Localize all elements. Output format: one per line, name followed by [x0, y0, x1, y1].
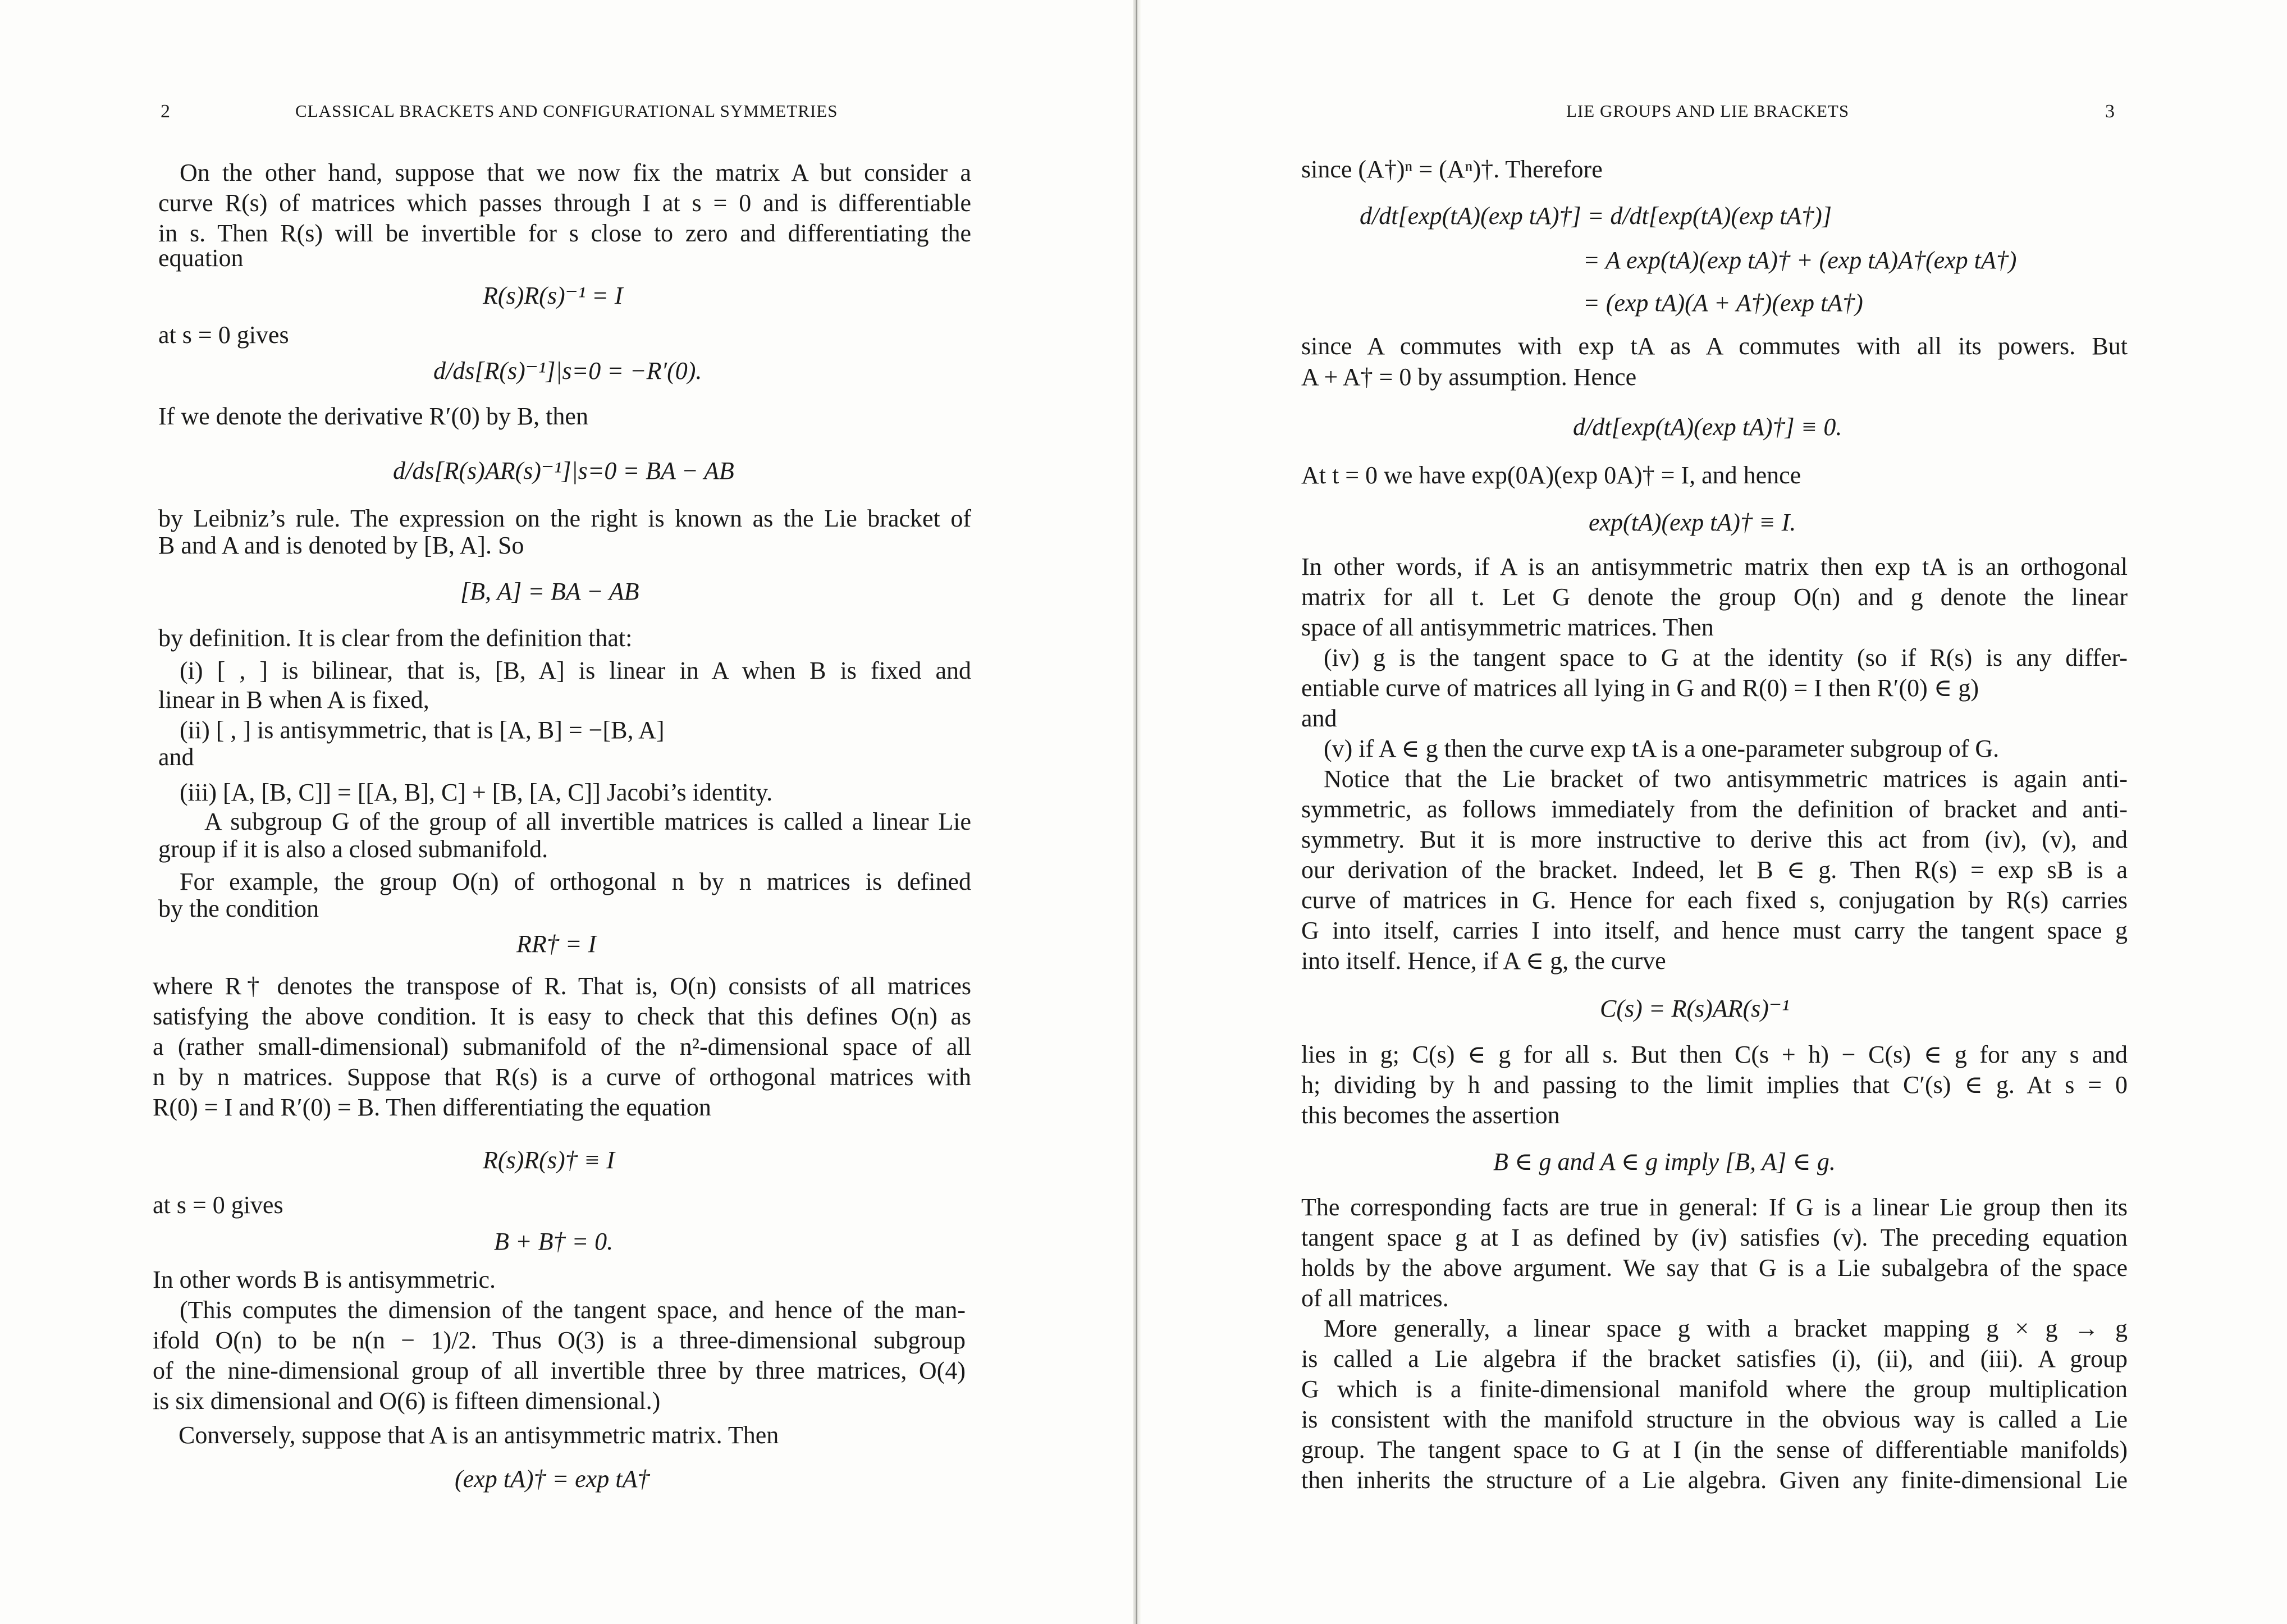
equation: d/ds[R(s)AR(s)⁻¹]|s=0 = BA − AB	[393, 457, 734, 484]
text-line: space of all antisymmetric matrices. Then	[1301, 614, 1714, 641]
text-line: is six dimensional and O(6) is fifteen dimensional.)	[153, 1387, 661, 1415]
text-line: ifold O(n) to be n(n − 1)/2. Thus O(3) is a three-dimensional subgroup	[153, 1326, 966, 1354]
text-line: tangent space g at I as defined by (iv) satisfies (v). The preceding equation	[1301, 1224, 2128, 1251]
text-line: (i) [ , ] is bilinear, that is, [B, A] is linear in A when B is fixed and	[180, 657, 971, 684]
text-line: A + A† = 0 by assumption. Hence	[1301, 363, 1637, 391]
left-running-head: CLASSICAL BRACKETS AND CONFIGURATIONAL SYMMETRIES	[295, 101, 838, 121]
equation: R(s)R(s)⁻¹ = I	[483, 282, 623, 309]
equation: exp(tA)(exp tA)† ≡ I.	[1589, 509, 1796, 536]
text-line: curve R(s) of matrices which passes through I at s = 0 and is differentiable	[158, 189, 971, 217]
text-line: symmetric, as follows immediately from the definition of bracket and anti-	[1301, 795, 2128, 823]
text-line: (iv) g is the tangent space to G at the identity (so if R(s) is any differ-	[1324, 644, 2128, 671]
equation: d/ds[R(s)⁻¹]|s=0 = −R′(0).	[433, 357, 702, 385]
text-line: More generally, a linear space g with a bracket mapping g × g → g	[1324, 1315, 2128, 1342]
text-line: satisfying the above condition. It is easy to check that this defines O(n) as	[153, 1003, 971, 1030]
text-line: On the other hand, suppose that we now fix the matrix A but consider a	[180, 159, 971, 186]
text-line: equation	[158, 244, 244, 272]
text-line: our derivation of the bracket. Indeed, let B ∈ g. Then R(s) = exp sB is a	[1301, 856, 2128, 884]
text-line: B and A and is denoted by [B, A]. So	[158, 532, 524, 559]
equation: [B, A] = BA − AB	[460, 578, 639, 605]
text-line: and	[158, 743, 194, 771]
text-line: curve of matrices in G. Hence for each fixed s, conjugation by R(s) carries	[1301, 886, 2128, 914]
text-line: symmetry. But it is more instructive to derive this act from (iv), (v), and	[1301, 826, 2128, 853]
equation: B ∈ g and A ∈ g imply [B, A] ∈ g.	[1493, 1148, 1836, 1175]
equation: d/dt[exp(tA)(exp tA)†] ≡ 0.	[1573, 413, 1842, 441]
text-line: since A commutes with exp tA as A commutes with all its powers. But	[1301, 332, 2128, 360]
equation: = (exp tA)(A + A†)(exp tA†)	[1583, 289, 1863, 317]
text-line: of the nine-dimensional group of all invertible three by three matrices, O(4)	[153, 1357, 966, 1384]
text-line: G into itself, carries I into itself, and hence must carry the tangent space g	[1301, 917, 2128, 944]
text-line: a (rather small-dimensional) submanifold of the n²-dimensional space of all	[153, 1033, 971, 1060]
text-line: at s = 0 gives	[158, 321, 289, 349]
text-line: by definition. It is clear from the definition that:	[158, 624, 633, 652]
left-page-number: 2	[161, 101, 171, 122]
right-running-head: LIE GROUPS AND LIE BRACKETS	[1566, 101, 1850, 121]
equation: = A exp(tA)(exp tA)† + (exp tA)A†(exp tA†)	[1583, 246, 2017, 274]
text-line: Notice that the Lie bracket of two antisymmetric matrices is again anti-	[1324, 765, 2128, 793]
text-line: In other words, if A is an antisymmetric matrix then exp tA is an orthogonal	[1301, 553, 2128, 580]
right-page	[1140, 0, 2287, 1624]
equation: C(s) = R(s)AR(s)⁻¹	[1600, 995, 1790, 1022]
text-line: since (A†)ⁿ = (Aⁿ)†. Therefore	[1301, 155, 1603, 183]
text-line: R(0) = I and R′(0) = B. Then differentiating the equation	[153, 1094, 711, 1121]
text-line: and	[1301, 705, 1337, 732]
text-line: (iii) [A, [B, C]] = [[A, B], C] + [B, [A, C]] Jacobi’s identity.	[180, 779, 773, 806]
text-line: group if it is also a closed submanifold.	[158, 835, 548, 863]
text-line: of all matrices.	[1301, 1284, 1449, 1312]
text-line: lies in g; C(s) ∈ g for all s. But then C(s + h) − C(s) ∈ g for any s and	[1301, 1041, 2128, 1068]
text-line: by Leibniz’s rule. The expression on the right is known as the Lie bracket of	[158, 505, 971, 532]
equation: (exp tA)† = exp tA†	[455, 1465, 650, 1493]
equation: d/dt[exp(tA)(exp tA)†] = d/dt[exp(tA)(exp tA†)]	[1360, 202, 1832, 230]
text-line: G which is a finite-dimensional manifold where the group multiplication	[1301, 1375, 2128, 1403]
text-line: by the condition	[158, 895, 319, 922]
text-line: then inherits the structure of a Lie algebra. Given any finite-dimensional Lie	[1301, 1466, 2128, 1494]
text-line: A subgroup G of the group of all invertible matrices is called a linear Lie	[204, 808, 971, 835]
text-line: In other words B is antisymmetric.	[153, 1266, 496, 1293]
text-line: is called a Lie algebra if the bracket satisfies (i), (ii), and (iii). A group	[1301, 1345, 2128, 1373]
text-line: matrix for all t. Let G denote the group O(n) and g denote the linear	[1301, 583, 2128, 611]
text-line: If we denote the derivative R′(0) by B, then	[158, 402, 588, 430]
text-line: where R† denotes the transpose of R. That is, O(n) consists of all matrices	[153, 972, 971, 1000]
text-line: (ii) [ , ] is antisymmetric, that is [A, B] = −[B, A]	[180, 716, 665, 744]
text-line: entiable curve of matrices all lying in G and R(0) = I then R′(0) ∈ g)	[1301, 674, 1979, 702]
text-line: h; dividing by h and passing to the limit implies that C′(s) ∈ g. At s = 0	[1301, 1071, 2128, 1099]
text-line: this becomes the assertion	[1301, 1101, 1560, 1129]
left-page	[0, 0, 1140, 1624]
text-line: in s. Then R(s) will be invertible for s close to zero and differentiating the	[158, 219, 971, 247]
text-line: holds by the above argument. We say that G is a Lie subalgebra of the space	[1301, 1254, 2128, 1282]
text-line: is consistent with the manifold structure in the obvious way is called a Lie	[1301, 1406, 2128, 1433]
text-line: (This computes the dimension of the tangent space, and hence of the man-	[180, 1296, 966, 1324]
text-line: linear in B when A is fixed,	[158, 686, 429, 713]
text-line: into itself. Hence, if A ∈ g, the curve	[1301, 947, 1666, 975]
text-line: n by n matrices. Suppose that R(s) is a curve of orthogonal matrices with	[153, 1063, 971, 1091]
text-line: at s = 0 gives	[153, 1191, 283, 1219]
equation: RR† = I	[516, 930, 597, 958]
text-line: At t = 0 we have exp(0A)(exp 0A)† = I, and hence	[1301, 461, 1801, 489]
equation: R(s)R(s)† ≡ I	[483, 1146, 615, 1174]
text-line: Conversely, suppose that A is an antisymmetric matrix. Then	[179, 1421, 779, 1449]
text-line: The corresponding facts are true in general: If G is a linear Lie group then its	[1301, 1193, 2128, 1221]
text-line: (v) if A ∈ g then the curve exp tA is a one-parameter subgroup of G.	[1324, 735, 2000, 762]
text-line: For example, the group O(n) of orthogonal n by n matrices is defined	[180, 868, 971, 895]
text-line: group. The tangent space to G at I (in the sense of differentiable manifolds)	[1301, 1436, 2128, 1463]
right-page-number: 3	[2105, 101, 2115, 122]
equation: B + B† = 0.	[494, 1228, 614, 1255]
